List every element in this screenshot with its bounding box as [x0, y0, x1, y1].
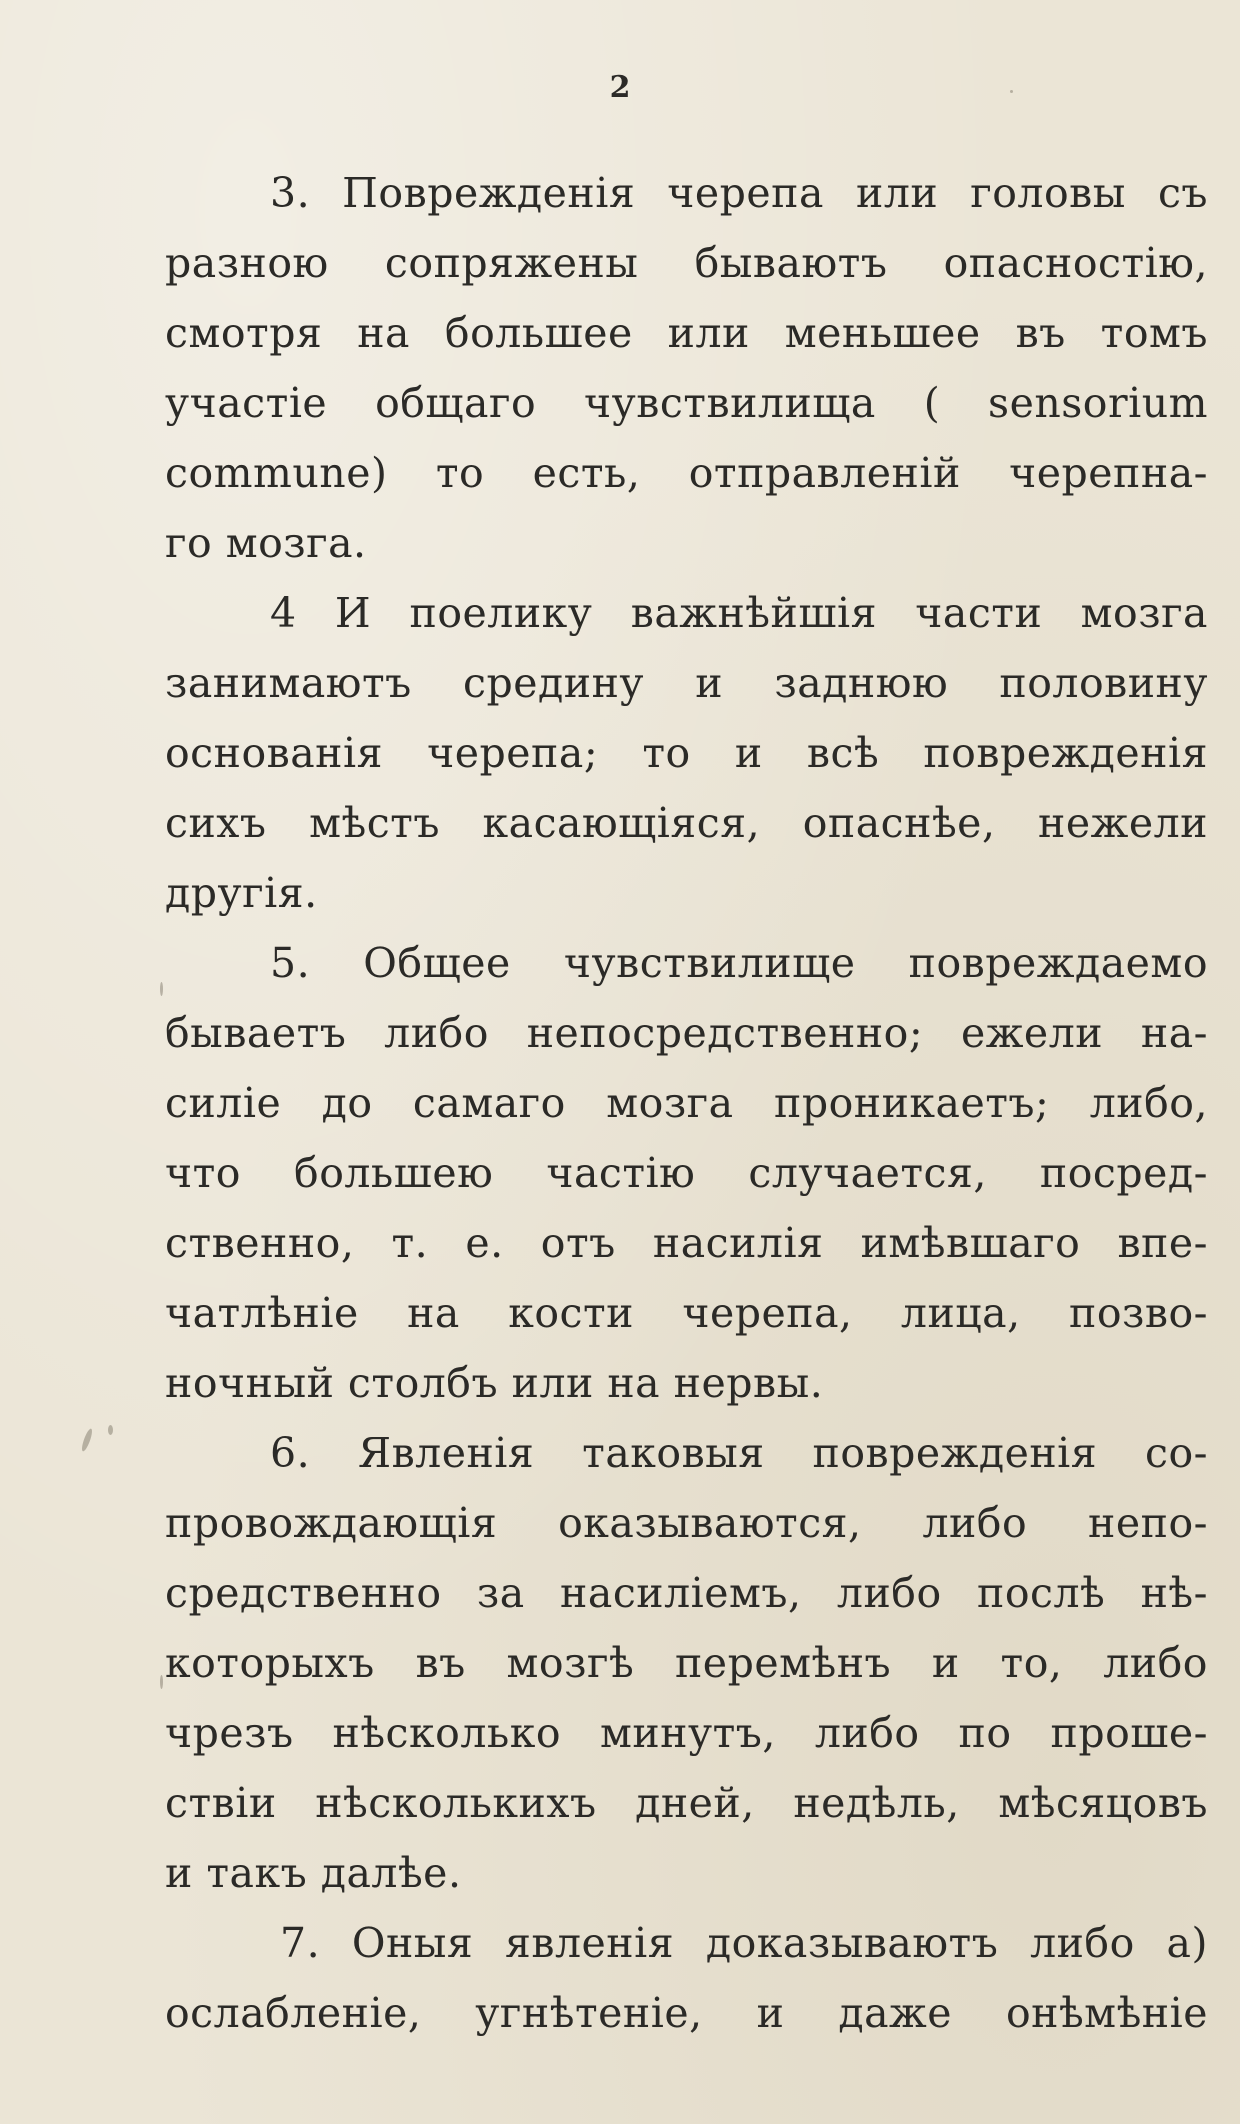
text-line: commune) то есть, отправленій черепна- — [165, 449, 1208, 497]
text-line: сихъ мѣстъ касающіяся, опаснѣе, нежели — [165, 799, 1208, 847]
text-line: занимаютъ средину и заднюю половину — [165, 659, 1208, 707]
paragraph-3 — [165, 158, 1208, 578]
text-line: разною сопряжены бываютъ опасностію, — [165, 239, 1208, 287]
paragraph-4 — [165, 578, 1208, 928]
text-line: что большею частію случается, посред- — [165, 1149, 1208, 1197]
text-line: чатлѣніе на кости черепа, лица, позво- — [165, 1289, 1208, 1337]
text-line: ственно, т. е. отъ насилія имѣвшаго впе- — [165, 1219, 1208, 1267]
text-line: средственно за насиліемъ, либо послѣ нѣ- — [165, 1569, 1208, 1617]
text-line: чрезъ нѣсколько минутъ, либо по проше- — [165, 1709, 1208, 1757]
text-line: 5. Общее чувствилище повреждаемо — [270, 939, 1208, 987]
text-line: ночный столбъ или на нервы. — [165, 1359, 824, 1407]
paper-speck — [108, 1425, 113, 1435]
paragraph-6 — [165, 1418, 1208, 1908]
text-line: провождающія оказываются, либо непо- — [165, 1499, 1208, 1547]
text-line: другія. — [165, 869, 318, 917]
paper-speck — [80, 1428, 94, 1453]
text-line: силіе до самаго мозга проникаетъ; либо, — [165, 1079, 1208, 1127]
text-line: которыхъ въ мозгѣ перемѣнъ и то, либо — [165, 1639, 1208, 1687]
text-line: бываетъ либо непосредственно; ежели на- — [165, 1009, 1208, 1057]
text-line: 6. Явленія таковыя поврежденія со- — [270, 1429, 1208, 1477]
text-line: основанія черепа; то и всѣ поврежденія — [165, 729, 1208, 777]
text-line: участіе общаго чувствилища ( sensorium — [165, 379, 1208, 427]
page-number: 2 — [609, 70, 631, 105]
paper-speck — [1010, 90, 1013, 93]
text-line: ослабленіе, угнѣтеніе, и даже онѣмѣніе — [165, 1989, 1208, 2037]
text-line: го мозга. — [165, 519, 367, 567]
text-line: 3. Поврежденія черепа или головы съ — [270, 169, 1208, 217]
body-text — [165, 158, 1208, 2048]
paragraph-7 — [165, 1908, 1208, 2048]
paper-speck — [160, 1675, 163, 1689]
paper-speck — [160, 982, 163, 996]
text-line: 7. Оныя явленія доказываютъ либо а) — [280, 1919, 1208, 1967]
paragraph-5 — [165, 928, 1208, 1418]
text-line: смотря на большее или меньшее въ томъ — [165, 309, 1208, 357]
text-line: ствіи нѣсколькихъ дней, недѣль, мѣсяцовъ — [165, 1779, 1208, 1827]
text-line: 4 И поелику важнѣйшія части мозга — [270, 589, 1208, 637]
text-line: и такъ далѣе. — [165, 1849, 462, 1897]
